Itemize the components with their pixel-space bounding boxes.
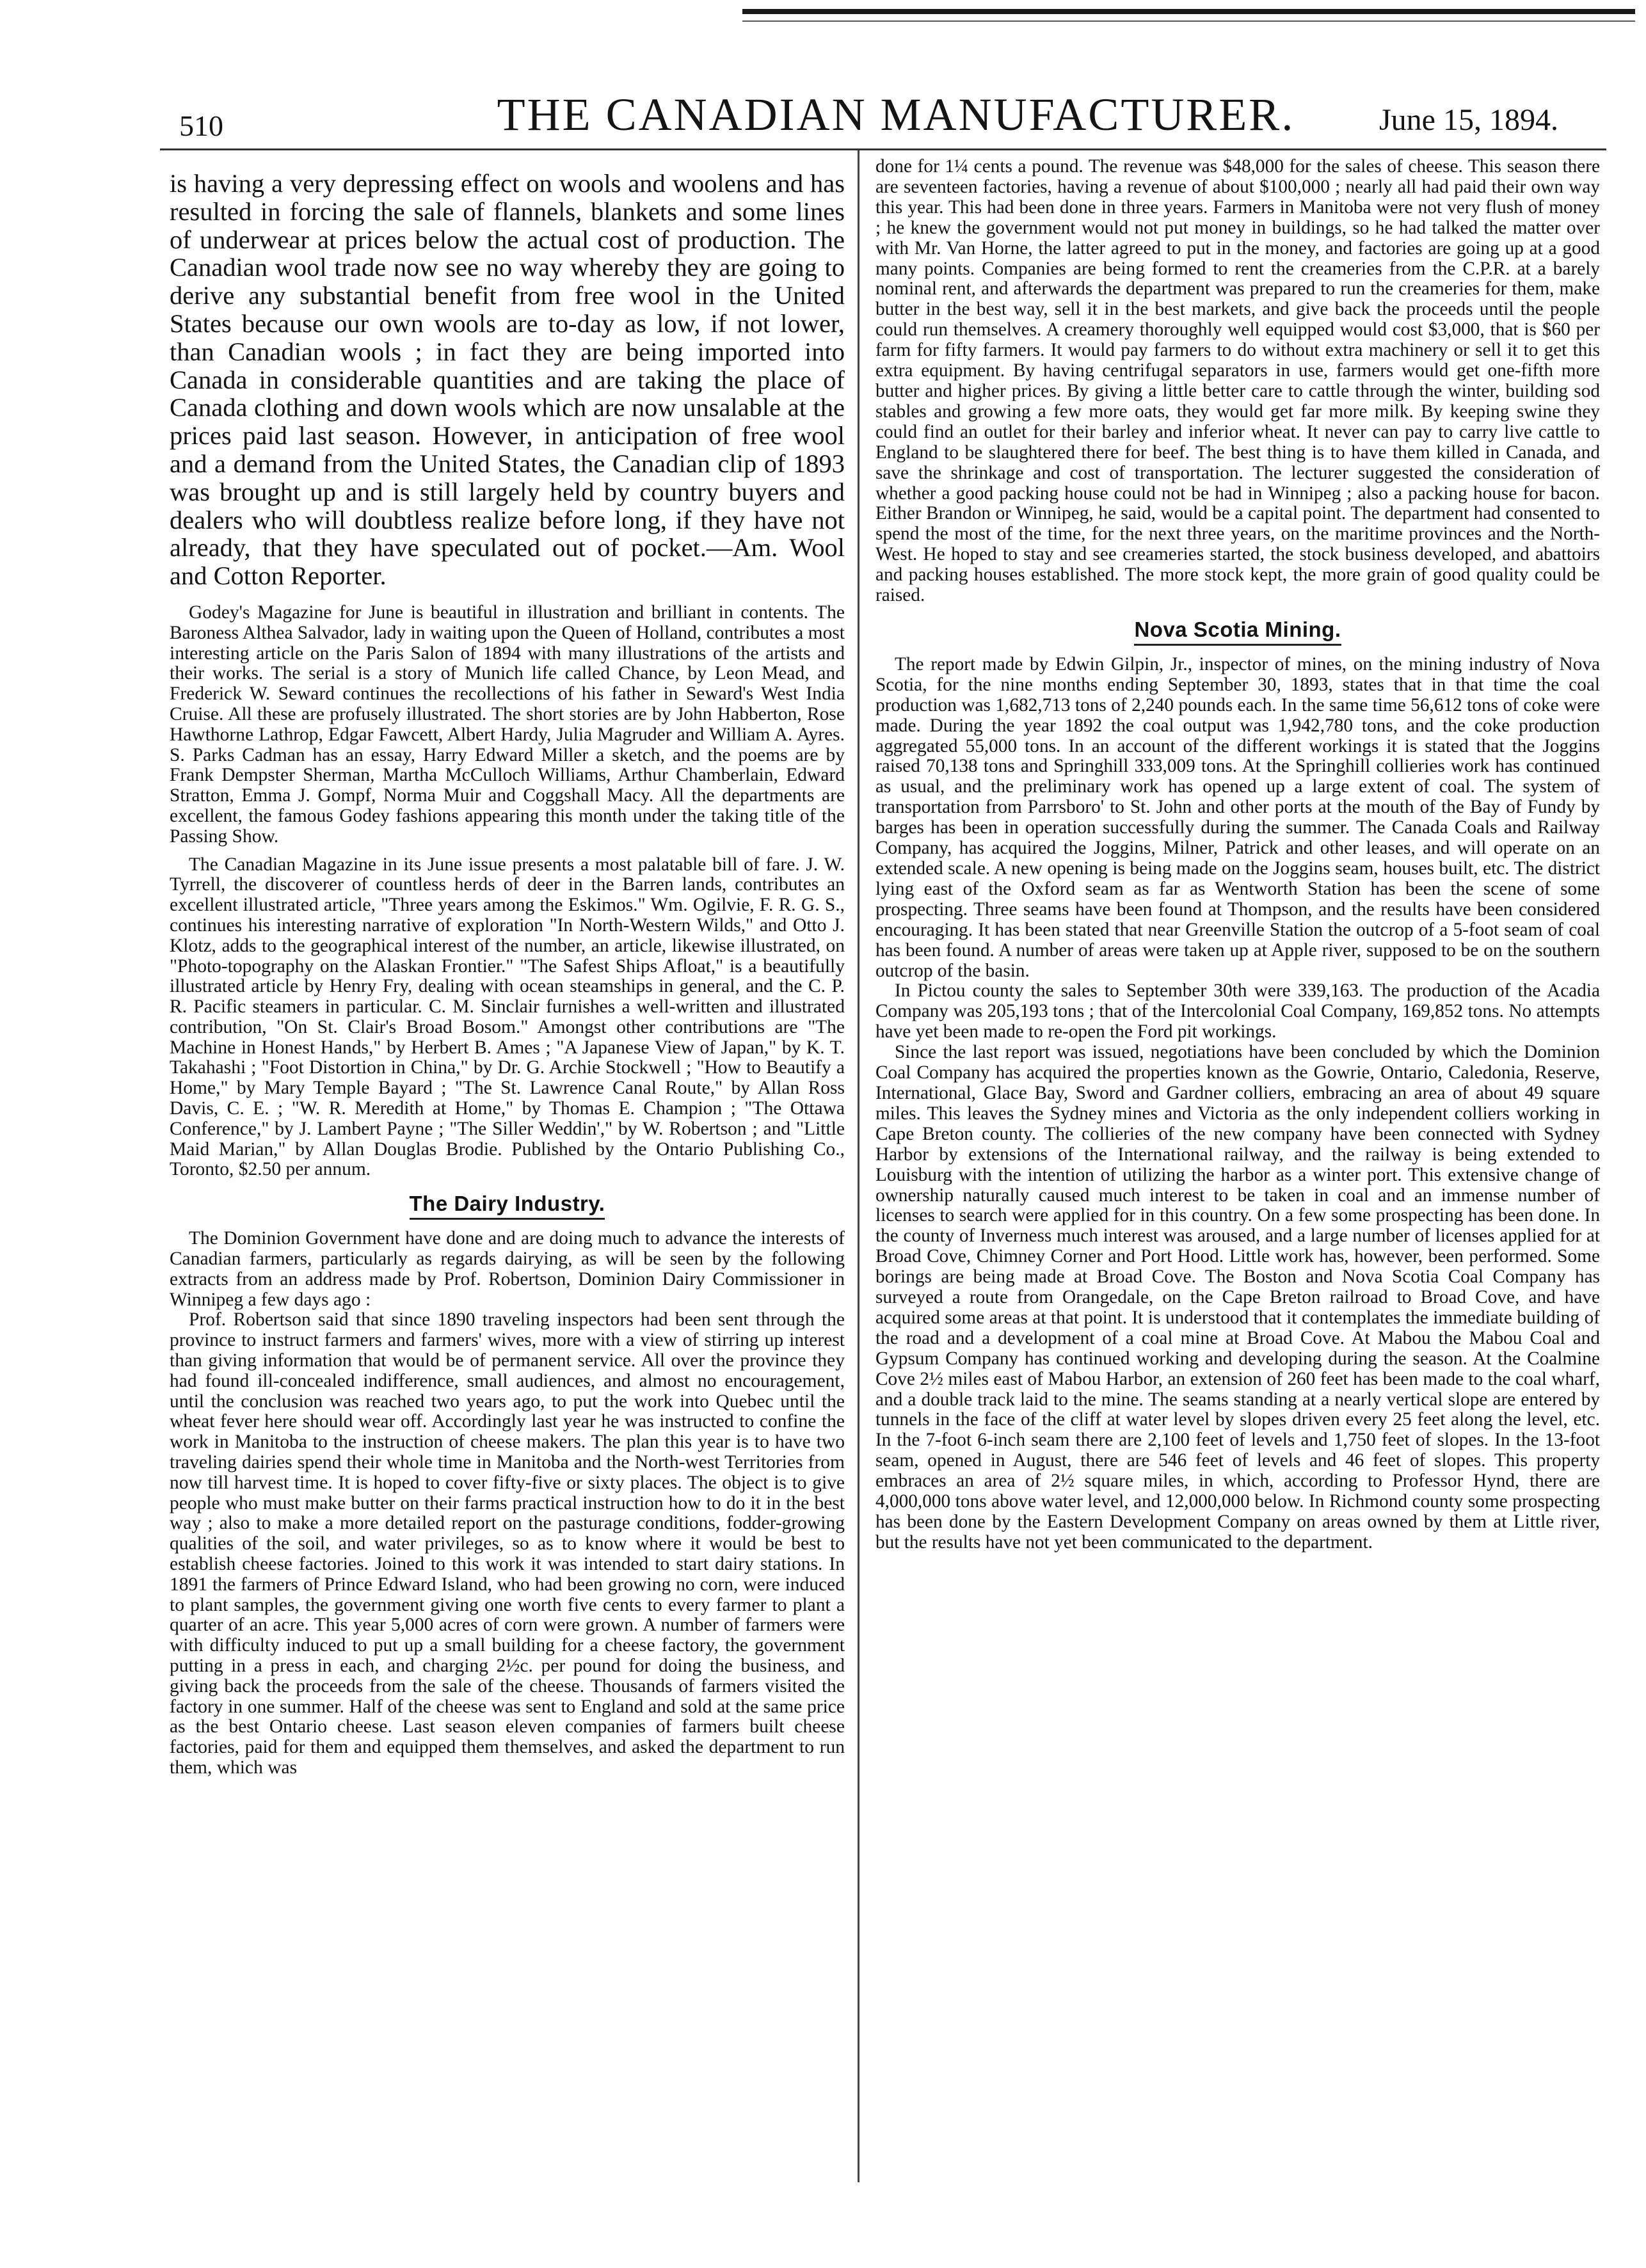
mining-paragraph-1: The report made by Edwin Gilpin, Jr., inspector of mines, on the mining industry of Nova Scotia, for the nine months ending September 30, 1893, states that in that time the coal production was 1,682,713 tons of 2,240 pounds each. In the same time 56,612 tons of coke were made. During the year 1892 the coal output was 1,942,780 tons, and the coke production aggregated 55,000 tons. In an account of the different workings it is stated that the Joggins raised 70,138 tons and Springhill 333,009 tons. At the Springhill collieries work has continued as usual, and the preliminary work has opened up a large extent of coal. The system of transportation from Parrsboro' to St. John and other ports at the mouth of the Bay of Fundy by barges has been in operation successfully during the summer. The Canada Coals and Railway Company, has acquired the Joggins, Milner, Patrick and other leases, and will operate on an extended scale. A new opening is being made on the Joggins seam, houses built, etc. The district lying east of the Oxford seam as far as Wentworth Station has been the scene of some prospecting. Three seams have been found at Thompson, and the results have been considered encouraging. It has been stated that near Greenville Station the outcrop of a 5-foot seam of coal has been found. A number of areas were taken up at Apple river, supposed to be on the southern outcrop of the basin. (875, 653, 1600, 981)
page-number: 510 (179, 109, 223, 142)
nova-scotia-mining-heading (875, 618, 1600, 646)
header-rule (160, 148, 1606, 150)
left-column (170, 170, 845, 1778)
dairy-body-paragraph: Prof. Robertson said that since 1890 traveling inspectors had been sent through the province to instruct farmers and farmers' wives, more with a view of stirring up interest than giving information that would be of permanent service. All over the province they had found ill-concealed indifference, small audiences, and almost no encouragement, until the conclusion was reached two years ago, to put the work into Quebec until the wheat fever here should wear off. Accordingly last year he was instructed to confine the work in Manitoba to the instruction of cheese makers. The plan this year is to have two traveling dairies spend their whole time in Manitoba and the North-west Territories from now till harvest time. It is hoped to cover fifty-five or sixty places. The object is to give people who must make butter on their farms practical instruction how to do it in the best way ; also to make a more detailed report on the pasturage conditions, fodder-growing qualities of the soil, and water privileges, so as to know where it would be best to establish cheese factories. Joined to this work it was intended to start dairy stations. In 1891 the farmers of Prince Edward Island, who had been growing no corn, were induced to plant samples, the government giving one worth five cents to every farmer to plant a quarter of an acre. This year 5,000 acres of corn were grown. A number of farmers were with difficulty induced to put up a small building for a cheese factory, the government putting in a press in each, and charging 2½c. per pound for doing the business, and giving back the proceeds from the sale of the cheese. Thousands of farmers visited the factory in one summer. Half of the cheese was sent to England and sold at the same price as the best Ontario cheese. Last season eleven companies of farmers built cheese factories, paid for them and equipped them themselves, and asked the department to run them, which was (170, 1309, 845, 1778)
mining-paragraph-2: In Pictou county the sales to September 30th were 339,163. The production of the Acadia Company was 205,193 tons ; that of the Intercolonial Coal Company, 169,852 tons. No attempts have yet been made to re-open the Ford pit workings. (875, 980, 1600, 1042)
top-rule-thin (742, 20, 1635, 22)
canadian-magazine-notice: The Canadian Magazine in its June issue presents a most palatable bill of fare. J. W. Tyrrell, the discoverer of countless herds of deer in the Barren lands, contributes an excellent illustrated article, "Three years among the Eskimos." Wm. Ogilvie, F. R. G. S., continues his interesting narrative of exploration "In North-Western Wilds," and Otto J. Klotz, adds to the geographical interest of the number, an article, likewise illustrated, on "Photo-topography on the Alaskan Frontier." "The Safest Ships Afloat," is a beautifully illustrated article by Henry Fry, dealing with ocean steamships in general, and the C. P. R. Pacific steamers in particular. C. M. Sinclair furnishes a well-written and illustrated contribution, "On St. Clair's Broad Bosom." Amongst other contributions are "The Machine in Honest Hands," by Herbert B. Ames ; "A Japanese View of Japan," by K. T. Takahashi ; "Foot Distortion in China," by Dr. G. Archie Stockwell ; "How to Beautify a Home," by Mary Temple Bayard ; "The St. Lawrence Canal Route," by Allan Ross Davis, C. E. ; "W. R. Meredith at Home," by Thomas E. Champion ; "The Ottawa Conference," by J. Lambert Payne ; "The Siller Weddin'," by W. Robertson ; and "Little Maid Marian," by Allan Douglas Brodie. Published by the Ontario Publishing Co., Toronto, $2.50 per annum. (170, 854, 845, 1180)
dairy-continued-paragraph: done for 1¼ cents a pound. The revenue was $48,000 for the sales of cheese. This season there are seventeen factories, having a revenue of about $100,000 ; nearly all had paid their own way this year. This had been done in three years. Farmers in Manitoba were not very flush of money ; he knew the government would not put money in buildings, so he had talked the matter over with Mr. Van Horne, the latter agreed to put in the money, and factories are going up at a good many points. Companies are being formed to rent the creameries from the C.P.R. at a barely nominal rent, and afterwards the department was prepared to run the creameries for them, make butter in the best way, sell it in the best markets, and give back the proceeds until the people could run themselves. A creamery thoroughly well equipped would cost $3,000, that is $60 per farm for fifty farmers. It would pay farmers to do without extra machinery or sell it to get this extra equipment. By having centrifugal separators in use, farmers would get one-fifth more butter and higher prices. By giving a little better care to cattle through the winter, building sod stables and growing a few more oats, they would get far more milk. By keeping swine they could find an outlet for their barley and inferior wheat. It never can pay to carry live cattle to England to be slaughtered there for beef. The best thing is to have them killed in Canada, and save the shrinkage and cost of transportation. The lecturer suggested the consideration of whether a good packing house could not be had in Winnipeg ; also a packing house for bacon. Either Brandon or Winnipeg, he said, would be a capital point. The department had consented to spend the most of the time, for the next three years, on the maritime provinces and the North-West. He hoped to stay and see creameries started, the stock business developed, and abattoirs and packing houses established. The more stock kept, the more grain of good quality could be raised. (875, 156, 1600, 606)
right-column (875, 157, 1600, 1553)
top-rule (742, 9, 1635, 14)
dairy-intro-paragraph: The Dominion Government have done and are doing much to advance the interests of Canadian farmers, particularly as regards dairying, as will be seen by the following extracts from an address made by Prof. Robertson, Dominion Dairy Commissioner in Winnipeg a few days ago : (170, 1228, 845, 1310)
issue-date: June 15, 1894. (1379, 103, 1558, 137)
mining-paragraph-3: Since the last report was issued, negotiations have been concluded by which the Dominion Coal Company has acquired the properties known as the Gowrie, Ontario, Caledonia, Reserve, International, Glace Bay, Sword and Gardner colliers, embracing an area of about 49 square miles. This leaves the Sydney mines and Victoria as the only independent colliers working in Cape Breton county. The collieries of the new company have been connected with Sydney Harbor by extensions of the International railway, and the railway is being extended to Louisburg with the intention of utilizing the harbor as a winter port. This extensive change of ownership naturally caused much interest to be taken in coal and an immense number of licenses to search were applied for in this country. On a few some prospecting has been done. In the county of Inverness much interest was aroused, and a large number of licenses applied for at Broad Cove, Chimney Corner and Port Hood. Little work has, however, been performed. Some borings are being made at Broad Cove. The Boston and Nova Scotia Coal Company has surveyed a route from Orangedale, on the Cape Breton railroad to Broad Cove, and have acquired some areas at that point. It is understood that it contemplates the immediate building of the road and a development of a coal mine at Broad Cove. At Mabou the Mabou Coal and Gypsum Company has continued working and developing during the season. At the Coalmine Cove 2½ miles east of Mabou Harbor, an extension of 260 feet has been made to the coal wharf, and a double track laid to the mine. The seams standing at a nearly vertical slope are entered by tunnels in the face of the cliff at water level by slopes driven every 25 feet along the level, etc. In the 7-foot 6-inch seam there are 2,100 feet of levels and 1,750 feet of slopes. In the 13-foot seam, opened in August, there are 546 feet of levels and 46 feet of slopes. This property embraces an area of 2½ square miles, in which, according to Professor Hynd, there are 4,000,000 tons above water level, and 12,000,000 below. In Richmond county some prospecting has been done by the Eastern Development Company on areas owned by them at Little river, but the results have not yet been communicated to the department. (875, 1042, 1600, 1553)
dairy-industry-heading (170, 1192, 845, 1220)
column-divider (858, 150, 859, 2182)
wool-article-paragraph: is having a very depressing effect on wools and woolens and has resulted in forcing the sale of flannels, blankets and some lines of underwear at prices below the actual cost of production. The Canadian wool trade now see no way whereby they are going to derive any substantial benefit from free wool in the United States because our own wools are to-day as low, if not lower, than Canadian wools ; in fact they are being imported into Canada in considerable quantities and are taking the place of Canada clothing and down wools which are now unsalable at the prices paid last season. However, in anticipation of free wool and a demand from the United States, the Canadian clip of 1893 was brought up and is still largely held by country buyers and dealers who will doubtless realize before long, if they have not already, that they have speculated out of pocket.—Am. Wool and Cotton Reporter. (170, 169, 845, 591)
godeys-magazine-notice: Godey's Magazine for June is beautiful in illustration and brilliant in contents. The Baroness Althea Salvador, lady in waiting upon the Queen of Holland, contributes a most interesting article on the Paris Salon of 1894 with many illustrations of the artists and their works. The serial is a story of Munich life called Chance, by Leon Mead, and Frederick W. Seward continues the recollections of his father in Seward's West India Cruise. All these are profusely illustrated. The short stories are by John Habberton, Rose Hawthorne Lathrop, Edgar Fawcett, Albert Hardy, Julia Magruder and William A. Ayres. S. Parks Cadman has an essay, Harry Edward Miller a sketch, and the poems are by Frank Dempster Sherman, Martha McCulloch Williams, Arthur Chamberlain, Edward Stratton, Emma J. Gompf, Norma Muir and Coggshall Macy. All the departments are excellent, the famous Godey fashions appearing this month under the taking title of the Passing Show. (170, 602, 845, 847)
dairy-industry-heading-text: The Dairy Industry. (410, 1192, 605, 1220)
nova-scotia-mining-heading-text: Nova Scotia Mining. (1134, 618, 1341, 646)
page-header (96, 77, 1645, 147)
journal-title: THE CANADIAN MANUFACTURER. (497, 89, 1295, 140)
